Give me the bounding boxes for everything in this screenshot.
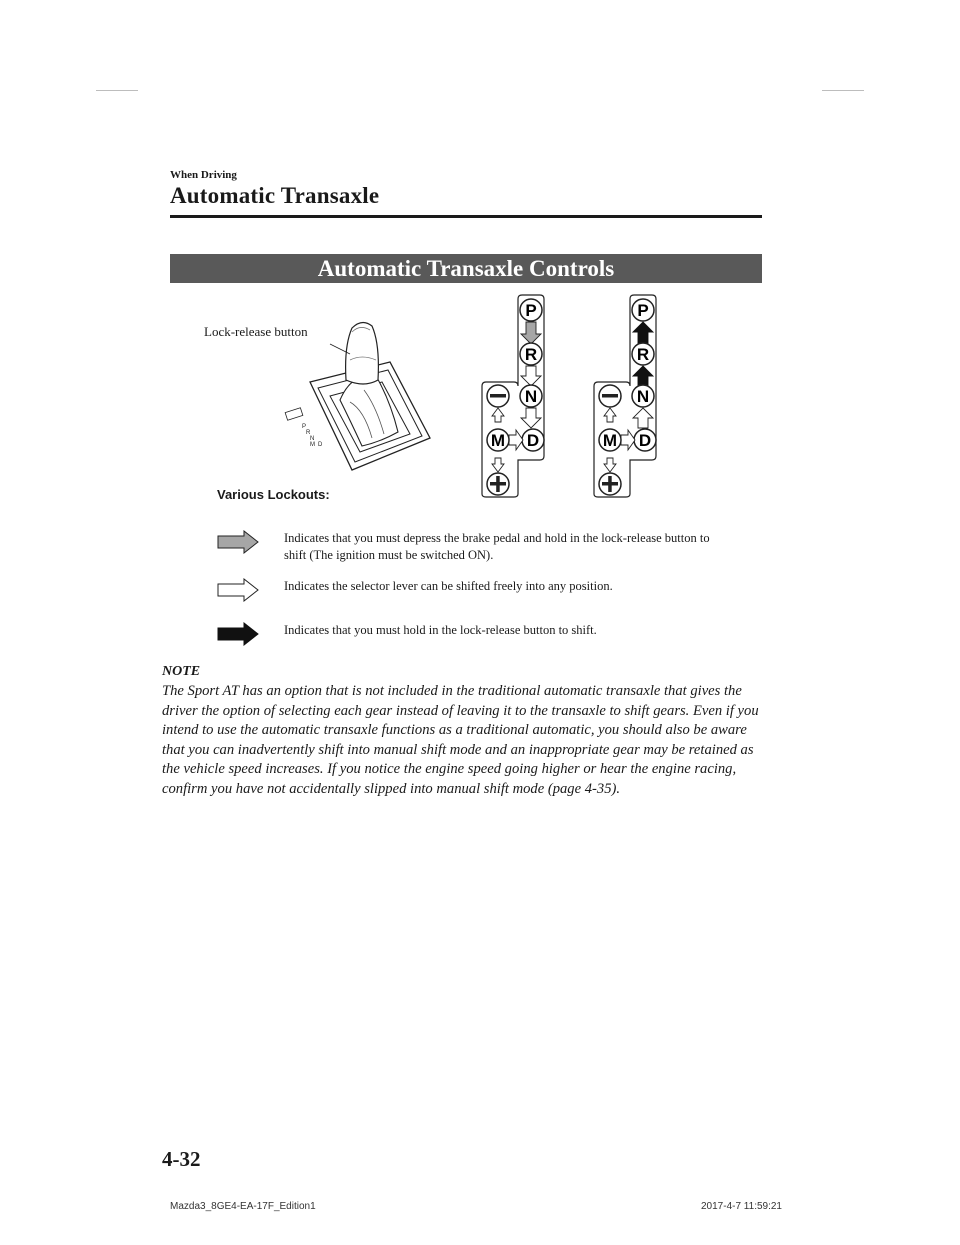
gate2-letter-r: R <box>636 345 650 364</box>
gate1-letter-m: M <box>490 431 506 450</box>
gate2-letter-m: M <box>602 431 618 450</box>
legend-text-black: Indicates that you must hold in the lock-release button to shift. <box>284 623 597 637</box>
crop-mark-left <box>96 90 138 91</box>
console-letter-n: N <box>310 436 315 442</box>
note-heading: NOTE <box>162 664 201 679</box>
crop-mark-right <box>822 90 864 91</box>
lock-release-callout: Lock-release button <box>204 324 308 339</box>
note-body: The Sport AT has an option that is not included in the traditional automatic transaxle that gives the driver the option of selecting each gear instead of leaving it to the transaxle to shift gears. Even if you intend to use the automatic transaxle functions as a traditional automatic, you should also be aware that you can inadvertently shift into manual shift mode and an inappropriate gear may be retained as the vehicle speed increases. If you notice the engine speed going higher or hear the engine racing, confirm you have not accidentally slipped into manual shift mode (page 4-35). <box>162 683 759 797</box>
legend-text-white: Indicates the selector lever can be shifted freely into any position. <box>284 579 613 593</box>
gate1-letter-r: R <box>524 345 538 364</box>
gate2-letter-d: D <box>638 431 652 450</box>
section-label: When Driving <box>170 169 237 181</box>
shift-gate-diagram-1 <box>478 294 570 498</box>
section-banner: Automatic Transaxle Controls <box>170 254 762 283</box>
page-title: Automatic Transaxle <box>170 183 380 208</box>
shift-lever-illustration <box>280 310 440 480</box>
console-letter-d: D <box>318 442 323 448</box>
console-letter-m: M <box>310 442 315 448</box>
gate2-letter-p: P <box>637 301 649 320</box>
document-id: Mazda3_8GE4-EA-17F_Edition1 <box>170 1201 316 1212</box>
gate1-letter-p: P <box>525 301 537 320</box>
lockouts-title: Various Lockouts: <box>217 487 330 502</box>
gate1-letter-d: D <box>526 431 540 450</box>
gate1-letter-n: N <box>524 387 538 406</box>
legend-row-gray <box>216 530 736 566</box>
white-arrow-icon <box>216 578 260 602</box>
black-arrow-icon <box>216 622 260 646</box>
console-letter-p: P <box>302 424 307 430</box>
print-timestamp: 2017-4-7 11:59:21 <box>701 1201 782 1212</box>
page-number: 4-32 <box>162 1147 201 1171</box>
legend-row-white <box>216 578 736 602</box>
title-rule <box>170 215 762 218</box>
console-letter-r: R <box>306 430 311 436</box>
gray-arrow-icon <box>216 530 260 554</box>
gate2-letter-n: N <box>636 387 650 406</box>
shift-gate-diagram-2 <box>590 294 682 498</box>
legend-row-black <box>216 622 736 646</box>
legend-text-gray: Indicates that you must depress the brake pedal and hold in the lock-release button to shift (The ignition must be switched ON). <box>284 531 710 562</box>
